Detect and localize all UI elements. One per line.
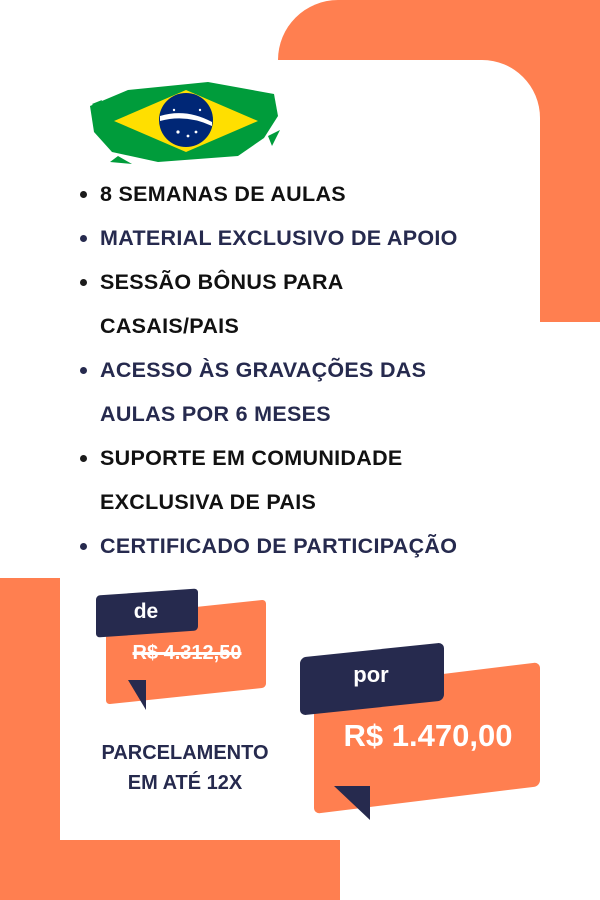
old-price: R$ 4.312,50 xyxy=(132,642,242,664)
feature-item: SUPORTE EM COMUNIDADE EXCLUSIVA DE PAIS xyxy=(78,436,480,524)
feature-item: SESSÃO BÔNUS PARA CASAIS/PAIS xyxy=(78,260,400,348)
feature-item: ACESSO ÀS GRAVAÇÕES DAS AULAS POR 6 MESES xyxy=(78,348,480,436)
feature-item: CERTIFICADO DE PARTICIPAÇÃO xyxy=(78,524,538,568)
feature-item: 8 SEMANAS DE AULAS xyxy=(78,172,538,216)
features-list xyxy=(78,172,538,568)
installments-note xyxy=(72,738,298,798)
installments-line-2: EM ATÉ 12X xyxy=(127,772,243,794)
old-price-label: de xyxy=(133,600,159,623)
feature-item: MATERIAL EXCLUSIVO DE APOIO xyxy=(78,216,538,260)
installments-line-1: PARCELAMENTO xyxy=(101,742,269,764)
new-price-label: por xyxy=(353,662,389,687)
new-price: R$ 1.470,00 xyxy=(343,718,513,753)
content-panel-fill xyxy=(0,560,60,578)
brazil-flag-icon xyxy=(88,76,280,166)
